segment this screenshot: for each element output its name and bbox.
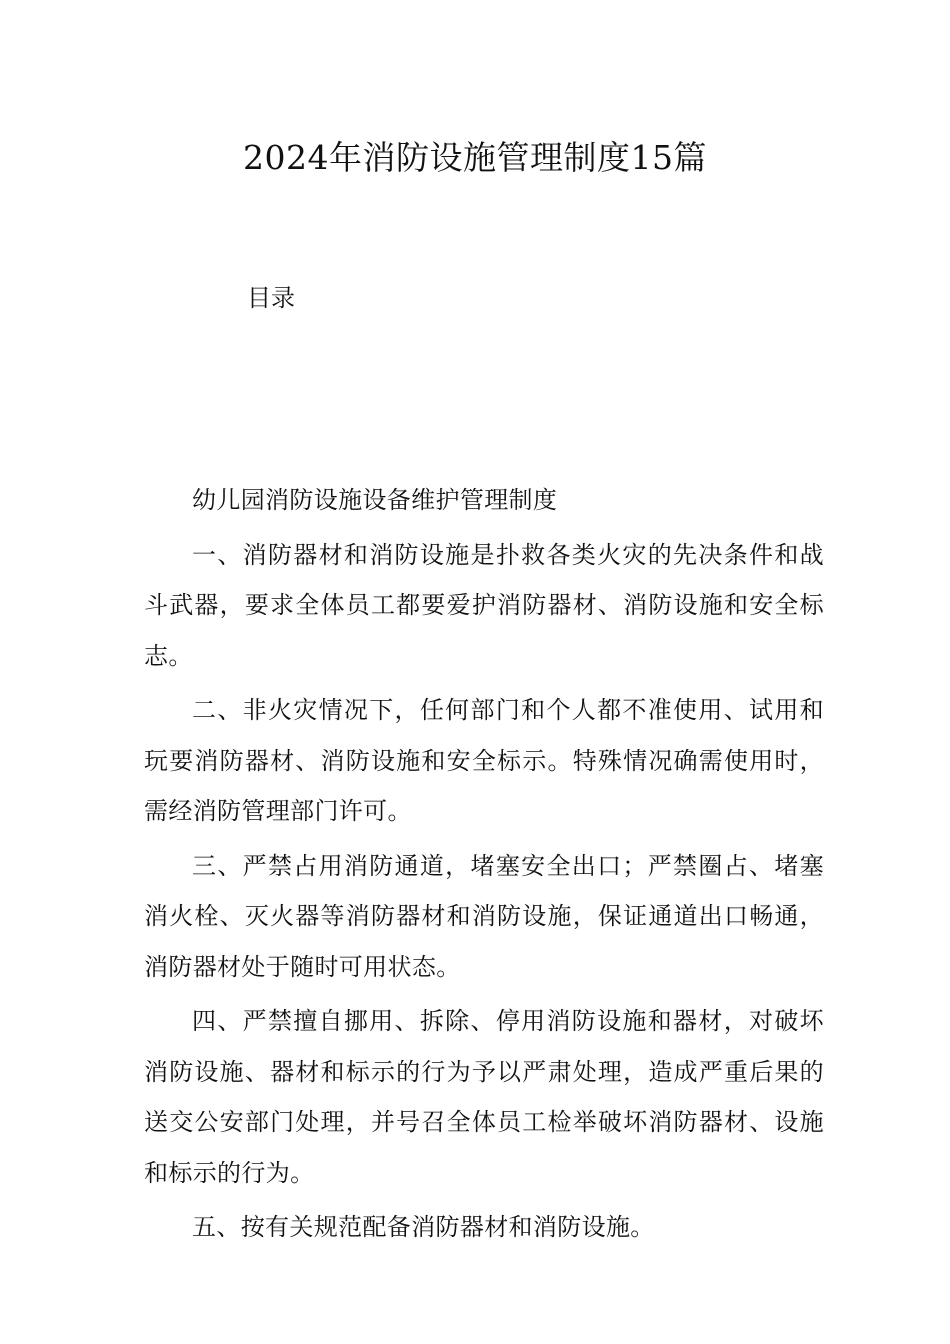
document-title: 2024年消防设施管理制度15篇	[243, 138, 707, 177]
document-body	[144, 475, 824, 1257]
paragraph-3: 三、严禁占用消防通道，堵塞安全出口；严禁圈占、堵塞消火栓、灭火器等消防器材和消防设施，保证通道出口畅通，消防器材处于随时可用状态。	[144, 851, 824, 981]
paragraph-4: 四、严禁擅自挪用、拆除、停用消防设施和器材，对破坏消防设施、器材和标示的行为予以严肃处理，造成严重后果的送交公安部门处理，并号召全体员工检举破坏消防器材、设施和标示的行为。	[144, 1007, 824, 1187]
paragraph-2: 二、非火灾情况下，任何部门和个人都不准使用、试用和玩要消防器材、消防设施和安全标示。特殊情况确需使用时，需经消防管理部门许可。	[144, 696, 824, 825]
paragraph-1: 一、消防器材和消防设施是扑救各类火灾的先决条件和战斗武器，要求全体员工都要爱护消防器材、消防设施和安全标志。	[144, 540, 824, 670]
toc-heading: 目录	[247, 284, 295, 312]
paragraph-5: 五、按有关规范配备消防器材和消防设施。	[192, 1213, 655, 1241]
section-title: 幼儿园消防设施设备维护管理制度	[192, 486, 558, 514]
